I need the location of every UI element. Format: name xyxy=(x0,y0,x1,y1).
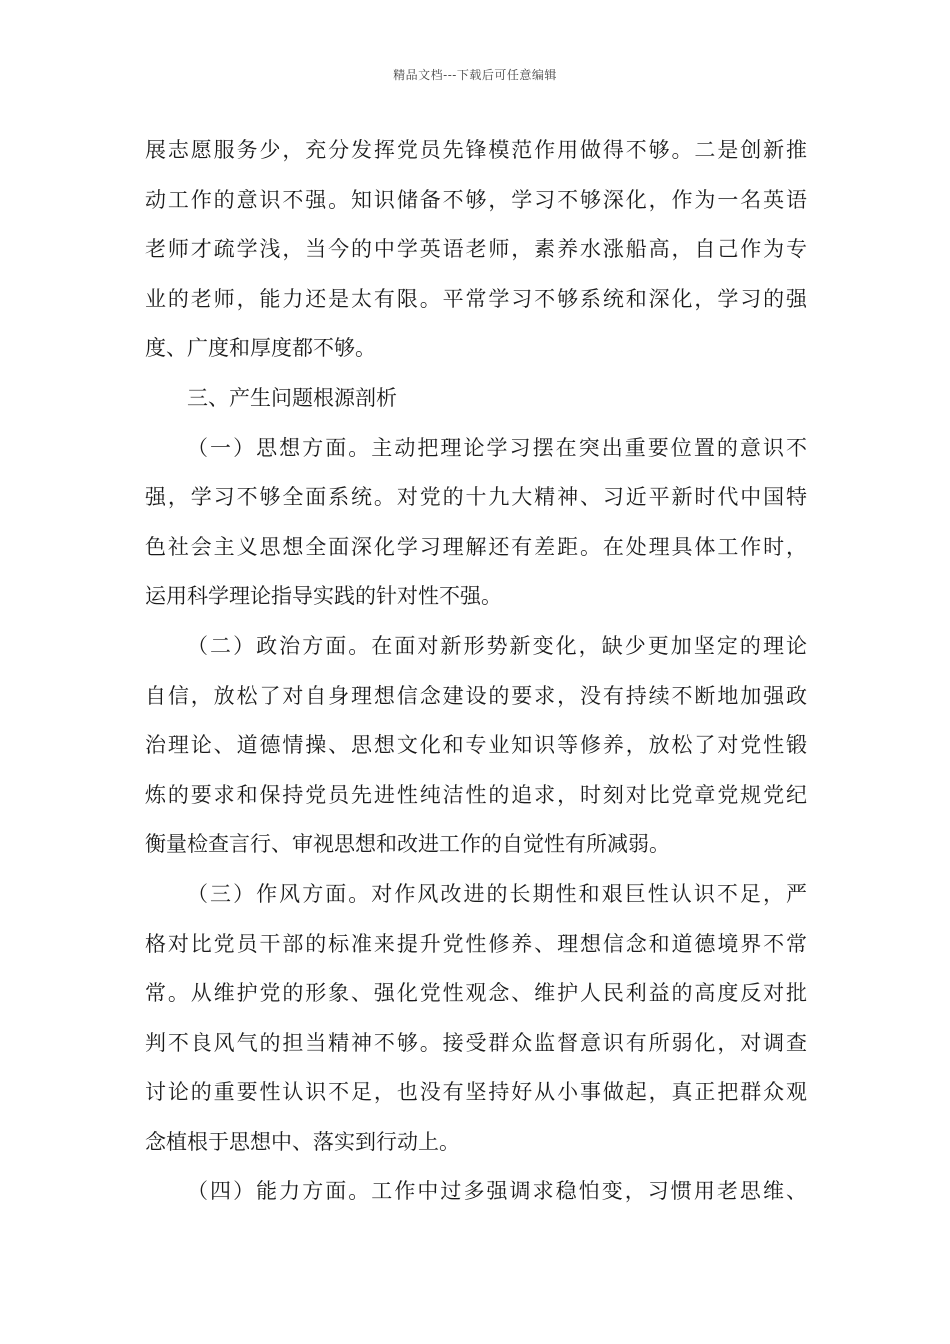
text-line: 格对比党员干部的标准来提升党性修养、理想信念和道德境界不常 xyxy=(145,931,807,956)
text-line: 展志愿服务少，充分发挥党员先锋模范作用做得不够。二是创新推 xyxy=(145,138,807,162)
text-line: 业的老师，能力还是太有限。平常学习不够系统和深化，学习的强 xyxy=(145,286,807,311)
text-line: 讨论的重要性认识不足，也没有坚持好从小事做起，真正把群众观 xyxy=(145,1080,807,1105)
text-line: （三）作风方面。对作风改进的长期性和艰巨性认识不足，严 xyxy=(187,881,807,906)
page-header: 精品文档---下载后可任意编辑 xyxy=(393,68,557,82)
text-line: 老师才疏学浅，当今的中学英语老师，素养水涨船高，自己作为专 xyxy=(145,237,807,262)
text-line: 运用科学理论指导实践的针对性不强。 xyxy=(145,584,502,609)
text-line: 动工作的意识不强。知识储备不够，学习不够深化，作为一名英语 xyxy=(145,187,807,212)
text-line: 炼的要求和保持党员先进性纯洁性的追求，时刻对比党章党规党纪 xyxy=(145,782,807,807)
section-heading: 三、产生问题根源剖析 xyxy=(187,385,397,410)
text-line: （四）能力方面。工作中过多强调求稳怕变，习惯用老思维、 xyxy=(187,1179,807,1204)
text-line: 治理论、道德情操、思想文化和专业知识等修养，放松了对党性锻 xyxy=(145,733,807,758)
text-line: （一）思想方面。主动把理论学习摆在突出重要位置的意识不 xyxy=(187,435,807,460)
text-line: 强，学习不够全面系统。对党的十九大精神、习近平新时代中国特 xyxy=(145,485,807,510)
text-line: 判不良风气的担当精神不够。接受群众监督意识有所弱化，对调查 xyxy=(145,1030,807,1055)
text-line: （二）政治方面。在面对新形势新变化，缺少更加坚定的理论 xyxy=(187,633,807,658)
text-line: 度、广度和厚度都不够。 xyxy=(145,336,376,361)
text-line: 自信，放松了对自身理想信念建设的要求，没有持续不断地加强政 xyxy=(145,683,807,708)
text-line: 色社会主义思想全面深化学习理解还有差距。在处理具体工作时， xyxy=(145,534,807,559)
text-line: 常。从维护党的形象、强化党性观念、维护人民利益的高度反对批 xyxy=(145,981,807,1006)
document-body xyxy=(145,131,807,1222)
text-line: 衡量检查言行、审视思想和改进工作的自觉性有所减弱。 xyxy=(145,832,670,857)
text-line: 念植根于思想中、落实到行动上。 xyxy=(145,1129,460,1154)
